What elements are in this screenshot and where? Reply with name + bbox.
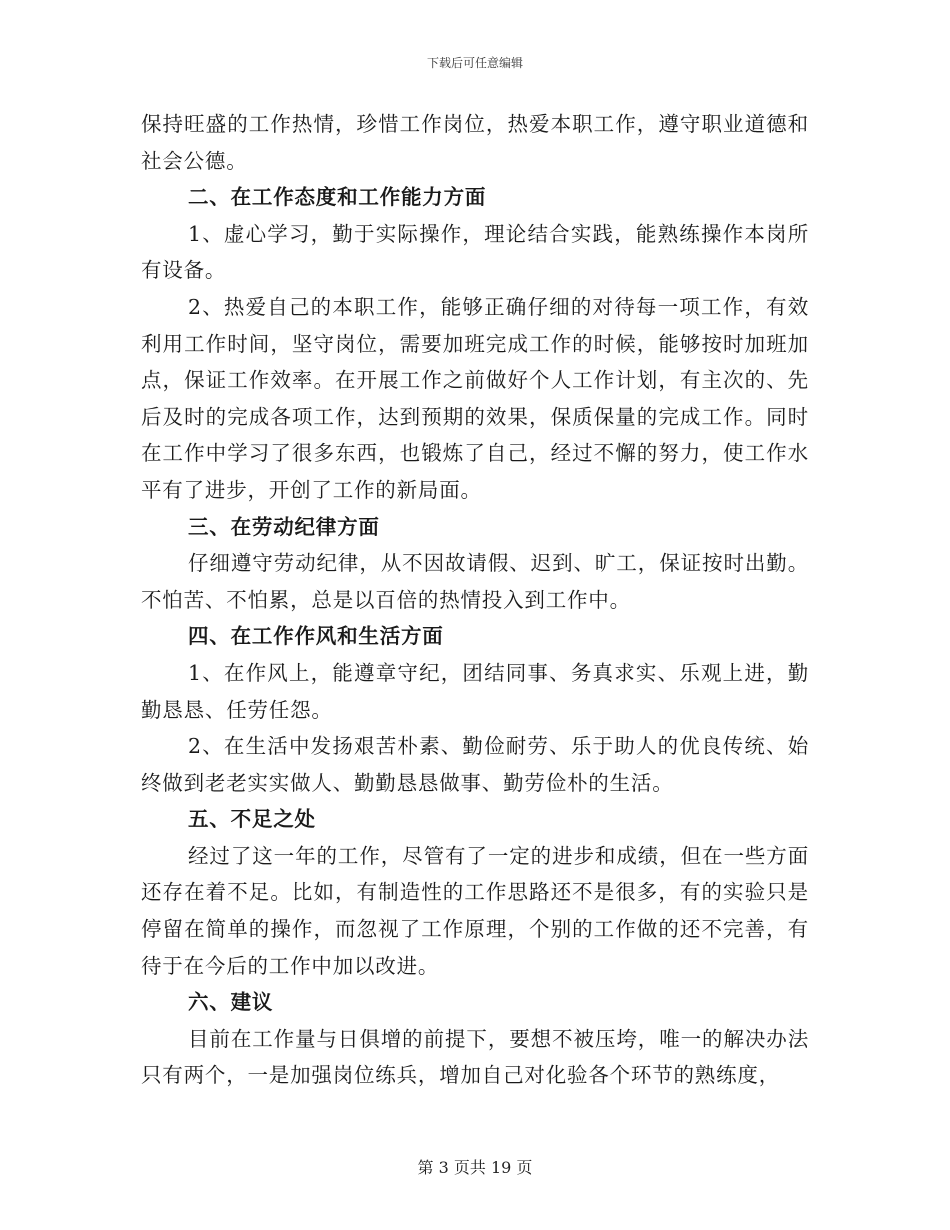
paragraph: 1、虚心学习，勤于实际操作，理论结合实践，能熟练操作本岗所有设备。 xyxy=(141,221,809,283)
paragraph: 仔细遵守劳动纪律，从不因故请假、迟到、旷工，保证按时出勤。不怕苦、不怕累，总是以百倍的热情投入到工作中。 xyxy=(141,551,809,612)
paragraph: 2、在生活中发扬艰苦朴素、勤俭耐劳、乐于助人的优良传统、始终做到老老实实做人、勤勤恳恳做事、勤劳俭朴的生活。 xyxy=(141,734,809,795)
section-heading-5: 五、不足之处 xyxy=(188,807,316,832)
paragraph-continuation: 保持旺盛的工作热情，珍惜工作岗位，热爱本职工作，遵守职业道德和社会公德。 xyxy=(141,112,809,173)
section-heading-6: 六、建议 xyxy=(188,990,274,1015)
document-body xyxy=(141,106,809,1094)
page-number: 第 3 页共 19 页 xyxy=(417,1158,533,1177)
section-heading-3: 三、在劳动纪律方面 xyxy=(188,514,380,539)
paragraph: 目前在工作量与日俱增的前提下，要想不被压垮，唯一的解决办法只有两个，一是加强岗位练兵，增加自己对化验各个环节的熟练度， xyxy=(141,1026,809,1088)
page-header: 下载后可任意编辑 xyxy=(426,56,523,70)
paragraph: 2、热爱自己的本职工作，能够正确仔细的对待每一项工作，有效利用工作时间，坚守岗位，需要加班完成工作的时候，能够按时加班加点，保证工作效率。在开展工作之前做好个人工作计划，有主次的、先后及时的完成各项工作，达到预期的效果，保质保量的完成工作。同时在工作中学习了很多东西，也锻炼了自己，经过不懈的努力，使工作水平有了进步，开创了工作的新局面。 xyxy=(141,294,809,502)
section-heading-4: 四、在工作作风和生活方面 xyxy=(188,624,444,649)
paragraph: 1、在作风上，能遵章守纪，团结同事、务真求实、乐观上进，勤勤恳恳、任劳任怨。 xyxy=(141,660,809,722)
paragraph: 经过了这一年的工作，尽管有了一定的进步和成绩，但在一些方面还存在着不足。比如，有制造性的工作思路还不是很多，有的实验只是停留在简单的操作，而忽视了工作原理，个别的工作做的还不完善，有待于在今后的工作中加以改进。 xyxy=(141,843,809,978)
section-heading-2: 二、在工作态度和工作能力方面 xyxy=(188,185,487,210)
